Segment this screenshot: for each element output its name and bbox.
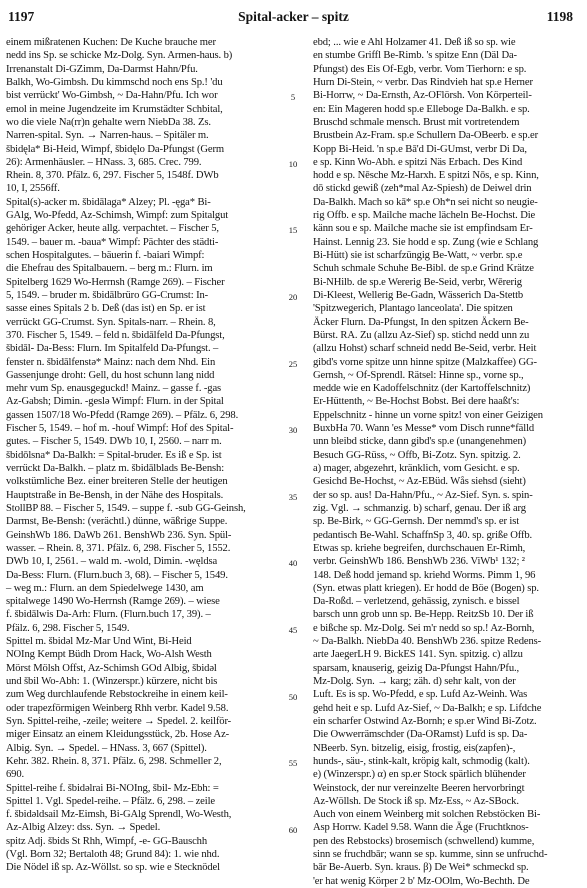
text-line: emol in meine Jugendzeite im Krumstädter Schbital, — [6, 103, 223, 115]
text-line: 1549. – bauer m. -baua* Wimpf: Pächter des städti- — [6, 236, 219, 248]
text-line: StollBP 88. – Fischer 5, 1549. – suppe f. -sub GG-Geinsh, — [6, 502, 246, 514]
text-line: šbidōlsna* Da-Balkh: = Spital-bruder. Es iß e Sp. ist — [6, 449, 222, 461]
text-line: Äcker Flurn. Da-Pfungst, In den spitzen Äckern Be- — [313, 316, 529, 328]
text-line: Mz-Dolg. Syn. → karg; zäh. d) sehr kalt, von der — [313, 676, 516, 687]
text-line: dō stickd gewiß (zeh*mal Az-Spiesh) de Deiwel drin — [313, 183, 532, 195]
text-line: oder trapezförmigen Weinberg Rhh verbr. Kadel 9.58. — [6, 702, 229, 714]
right-column — [313, 36, 581, 888]
text-line: ebd; ... wie e Ahl Holzamer 41. Deß iß so sp. wie — [313, 37, 516, 48]
text-line: sasse eines Spitals 2 b. Deß (das ist) en Sp. er ist — [6, 303, 206, 315]
line-number: 30 — [288, 425, 298, 436]
text-line: der so sp. aus! Da-Hahn/Pfu., ~ Az-Sief. Syn. s. spin- — [313, 489, 533, 501]
text-line: sinn se fruchdbār; wann se sp. kumme, sinn se unfruchd- — [313, 849, 548, 861]
text-line: nedd ins Sp. se schicke Mz-Dolg. Syn. Armen-haus. b) — [6, 50, 233, 62]
text-line: bist verrückt' Wo-Gimbsh, ~ Da-Hahn/Pfu. Ich wor — [6, 90, 218, 102]
text-line: Spittel 1. Vgl. Spedel-reihe. – Pfälz. 6, 298. – zeile — [6, 795, 215, 807]
page-number-left: 1197 — [8, 9, 35, 24]
text-line: hunds-, säu-, stink-kalt, kröpig kalt, schmodig (kalt). — [313, 755, 530, 767]
text-line: (Vgl. Born 32; Bertaloth 48; Grund 84): 1. wie nhd. — [6, 849, 220, 861]
text-line: e bißche sp. Mz-Dolg. Sei m'r nedd so sp.! Az-Bornh, — [313, 622, 535, 634]
text-line: Pfälz. 6, 298. Fischer 5, 1549. — [6, 622, 130, 634]
text-line: Etwas sp. kriehe begreifen, durchschauen Er-Rimh, — [313, 542, 526, 554]
text-line: spitz Adj. šbids St Rhh, Wimpf, -e- GG-Bauschh — [6, 835, 208, 847]
text-line: GeinshWb 186. DaWb 261. BenshWb 236. Syn. Spül- — [6, 529, 232, 541]
text-line: einem mißratenen Kuchen: De Kuche brauche mer — [6, 37, 216, 48]
text-line: gehd heit e sp. Lufd Az-Sief, ~ Da-Balkh; e sp. Lifdche — [313, 702, 542, 714]
text-line: Az-Albig Alzey: dss. Syn. → Spedel. — [6, 822, 161, 834]
text-line: 'er hat wenig Körper 2 b' Mz-OOlm, Wo-Bechth. De — [313, 875, 530, 887]
text-line: Az-Gabsh; Dimin. -geslə Wimpf: Flurn. in der Spital — [6, 396, 224, 408]
text-line: gibd's vorne spitze unn hinne spitze (Malzkaffee) GG- — [313, 356, 537, 368]
text-line: pen des Rebstocks) brosemisch (schwellend) kumme, — [313, 835, 535, 847]
text-line: Bi-Hütt) sie ist scharfzüngig Be-Watt, ~ verbr. sp.e — [313, 250, 523, 261]
line-number: 20 — [288, 292, 298, 303]
text-line: Da-Roßd. – verletzend, gehässig, zynisch. e bissel — [313, 596, 520, 608]
text-line: bār Be-Auerb. Syn. kraus. β) De Wei* schmeckd sp. — [313, 862, 529, 874]
text-line: 5, 1549. – bruder m. šbidālbrüro GG-Crumst: In- — [6, 289, 209, 301]
text-line: Da-Balkh. Mach so kā* sp.e Oh*n sei nicht so neugie- — [313, 196, 538, 208]
text-line: volkstümliche Bez. einer breiteren Stelle der heutigen — [6, 476, 228, 488]
text-line: Bruschd schmale mensch. Brust mit vortretendem — [313, 116, 520, 128]
text-line: ein scharfer Ostwind Az-Bornh; e sp.er Wind Bi-Zotz. — [313, 715, 537, 727]
text-line: Hauptstraße in Be-Bensh, in der Nähe des Hospitals. — [6, 489, 224, 501]
text-line: f. šbidəldsail Mz-Eimsh, Bi-GAlg Sprendl, Wo-Westh, — [6, 809, 232, 821]
text-line: 'Spitzwegerich, Plantago lanceolata'. Die spitzen — [313, 303, 513, 315]
text-line: arte JaegerLH 9. BickES 141. Syn. spitzig. c) allzu — [313, 649, 523, 661]
text-line: GAlg, Wo-Pfedd, Az-Schimsh, Wimpf: zum Spitalgut — [6, 210, 229, 222]
text-line: f. šbidālwis Da-Arh: Flurn. (Flurn.buch 17, 39). – — [6, 609, 211, 621]
text-line: Besuch GG-Rüss, ~ Offb, Bi-Zotz. Syn. spitzig. 2. — [313, 449, 521, 461]
text-line: schen Hospitalgutes. – bäuerin f. -baiari Wimpf: — [6, 250, 205, 261]
line-number: 35 — [288, 491, 298, 502]
text-line: barsch unn grob unn sp. Be-Hepp. ReitzSb 10. Der iß — [313, 609, 534, 621]
text-line: rig Offb. e sp. Mailche mache lächeln Be-Hochst. Die — [313, 210, 536, 222]
text-line: Bi-NHilb. de sp.e Wererig Be-Seid, verbr, Wērerig — [313, 276, 522, 288]
text-line: zig. Vgl. → schmanzig. b) scharf, genau. Der iß arg — [313, 502, 526, 514]
text-line: šbidāl- Da-Bess: Flurn. Im Spitalfeld Da-Pfungst. – — [6, 343, 219, 355]
text-line: Hurn Di-Stein, ~ verbr. Das Rindvieh hat sp.e Herner — [313, 76, 533, 88]
text-line: verrückt Da-Balkh. – platz m. šbidālblads Be-Bensh: — [6, 463, 225, 474]
text-line: šbidęla* Bi-Heid, Wimpf, šbidęlo Da-Pfungst (Germ — [6, 143, 224, 155]
text-line: DWb 10, I, 2561. – wald m. -wold, Dimin. -węldsa — [6, 556, 218, 568]
text-line: gutes. – Fischer 5, 1549. DWb 10, I, 2560. – narr m. — [6, 436, 222, 448]
line-number: 50 — [288, 691, 298, 702]
text-line: Gesichd Be-Hochst, ~ Az-EBüd. Wås siehsd (sieht) — [313, 476, 526, 488]
line-number: 5 — [290, 92, 296, 103]
text-line: (allzu Hohst) scharf schneid nedd Be-Seid, verbr. Heit — [313, 343, 537, 355]
line-number: 10 — [288, 158, 298, 169]
text-line: wasser. – Rhein. 8, 371. Pfälz. 6, 298. Fischer 5, 1552. — [6, 542, 231, 554]
text-line: NBeerb. Syn. bitzelig, eisig, frostig, eis(zapfen)-, — [313, 742, 516, 754]
text-line: – weg m.: Flurn. an dem Spiedelwege 1430, am — [6, 582, 204, 594]
text-line: unn bleibd sticke, dann gibd's sp.e (unangenehmen) — [313, 436, 527, 448]
text-line: 26): Armenhäusler. – HNass. 3, 685. Crec. 799. — [6, 156, 202, 168]
text-line: Schuh schmale Schuhe Be-Bibl. de sp.e Grind Krätze — [313, 263, 534, 275]
text-line: miger Einsatz an einem Kleidungsstück, 2b. Hose Az- — [6, 729, 230, 741]
text-line: pedantisch Be-Wahl. SchaffnSp 3, 40. sp. griße Offb. — [313, 529, 533, 541]
text-line: Da-Bess: Flurn. (Flurn.buch 3, 68). – Fischer 5, 1549. — [6, 569, 228, 581]
text-line: Irrenanstalt Di-GZimm, Da-Darmst Hahn/Pfu. — [6, 63, 198, 75]
line-number: 55 — [288, 758, 298, 769]
text-line: Spitelberg 1629 Wo-Herrnsh (Ramge 269). – Fischer — [6, 276, 225, 288]
text-line: hodd e sp. Nēsche Mz-Harxh. E spitzi Nōs, e sp. Kinn, — [313, 170, 539, 182]
text-line: Eppelschnitz - hinne un vorne spitz! von einer Geizigen — [313, 409, 543, 421]
text-line: und šbil Wo-Abh: 1. (Winzerspr.) kürzere, nicht bis — [6, 676, 218, 687]
text-line: ~ Da-Balkh. NiebDa 40. BenshWb 236. spitze Redens- — [313, 636, 542, 648]
text-line: NOIng Kempt Büdh Drom Hack, Wo-Alsh Westh — [6, 649, 212, 661]
text-line: Die Owwerrämschder (Da-ORamst) Lufd is sp. Da- — [313, 729, 528, 741]
line-number: 45 — [288, 625, 298, 636]
text-line: gassen 1507/18 Wo-Pfedd (Ramge 269). – Pfälz. 6, 298. — [6, 409, 239, 421]
text-line: Mörst Mölsh Offst, Az-Schimsh GOd Albig, šbidəl — [6, 662, 217, 674]
text-line: sp. Be-Birk, ~ GG-Gernsh. Der nemmd's sp. er ist — [313, 516, 520, 528]
text-line: Az-Wöllsh. De Stock iß sp. Mz-Ess, ~ Az-SBock. — [313, 795, 519, 807]
text-line: känn sou e sp. Mailche mache sie ist empfindsam Er- — [313, 223, 533, 235]
text-line: die Ehefrau des Spitalbauern. – berg m.: Flurn. im — [6, 263, 213, 275]
text-line: wo die viele Na(rr)n gehalte wern NiebDa 38. Zs. — [6, 116, 211, 128]
text-line: Bi-Horrw, ~ Da-Ernsth, Az-OFlörsh. Von Körperteil- — [313, 90, 532, 102]
text-line: Kopp Bi-Heid. 'n sp.e Bā'd Di-GUmst, verbr Di Da, — [313, 143, 527, 155]
text-line: 370. Fischer 5, 1549. – feld n. šbidālfeld Da-Pfungst, — [6, 329, 225, 341]
page-header — [0, 9, 587, 27]
running-title: Spital-acker – spitz — [238, 9, 349, 24]
text-line: Balkh, Wo-Gimbsh. Du kimmschd noch ens Sp.! 'du — [6, 76, 223, 88]
text-line: Kehr. 382. Rhein. 8, 371. Pfälz. 6, 298. Schmeller 2, — [6, 755, 222, 767]
text-line: medde wie en Kadoffelschnitz (der Kartoffelschnitz) — [313, 383, 531, 395]
page-number-right: 1198 — [546, 9, 573, 24]
text-line: gehöriger Acker, heute allg. verpachtet. – Fischer 5, — [6, 223, 219, 235]
text-line: Auch von einem Weinberg mit solchen Rebstöcken Bi- — [313, 809, 541, 821]
text-line: Di-Kleest, Wellerig Be-Gadn, Wässerich Da-Stettb — [313, 289, 524, 301]
text-line: Darmst, Be-Bensh: (verächtl.) dünne, wäßrige Suppe. — [6, 516, 228, 528]
left-column — [6, 36, 282, 875]
text-line: spitalwege 1490 Wo-Herrnsh (Ramge 269). – wiese — [6, 596, 220, 608]
text-line: en stumbe Griffl Be-Rimb. 's spitze Enn (Däl Da- — [313, 50, 517, 62]
text-line: e sp. Kinn Wo-Abh. e spitzi Näs Erbach. Des Kind — [313, 156, 523, 168]
line-number: 40 — [288, 558, 298, 569]
text-line: zum Weg durchlaufende Rebstockreihe in einem keil- — [6, 689, 228, 701]
text-line: a) mager, abgezehrt, kränklich, vom Gesicht. e sp. — [313, 463, 520, 474]
text-line: Asp Horrw. Kadel 9.58. Wann die Äge (Fruchtknos- — [313, 822, 529, 834]
text-line: Er-Hüttenth, ~ Be-Hochst Bobst. Bei dere haaßt's: — [313, 396, 520, 408]
text-line: en: Ein Mageren hodd sp.e Elleboge Da-Balkh. e sp. — [313, 103, 530, 115]
text-line: Fischer 5, 1549. – hof m. -houf Wimpf: Hof des Spital- — [6, 423, 234, 435]
line-number: 25 — [288, 358, 298, 369]
text-line: 10, I, 2556ff. — [6, 183, 60, 195]
text-line: BuxbHa 70. Wann 'es Messe* vom Disch runne*fälld — [313, 423, 535, 435]
text-line: Syn. Spittel-reihe, -zeile; weitere → Spedel. 2. keilför- — [6, 715, 232, 727]
text-line: Brustbein Az-Fram. sp.e Schullern Da-OBeerb. e sp.er — [313, 130, 538, 142]
text-line: mehr vum Sp. enausgeguckd! Mainz. – gasse f. -gas — [6, 383, 222, 395]
text-line: fenster n. šbidālfenstə* Mainz: nach dem Nhd. Ein — [6, 356, 216, 368]
text-line: 690. — [6, 769, 25, 781]
line-number: 15 — [288, 225, 298, 236]
text-line: Weinstock, der nur vereinzelte Beeren hervorbringt — [313, 782, 525, 794]
text-line: Spittel-reihe f. šbidəlrai Bi-NOIng, šbil- Mz-Ebh: = — [6, 782, 219, 794]
text-line: verrückt GG-Crumst. Syn. Spitals-narr. – Rhein. 8, — [6, 316, 216, 328]
text-line: Spital(s)-acker m. šbidālaga* Alzey; Pl. -ęga* Bi- — [6, 196, 211, 208]
text-line: Narren-spital. Syn. → Narren-haus. – Spitäler m. — [6, 130, 209, 142]
text-line: Gernsh, ~ Of-Sprendl. Rätsel: Hinne sp., vorne sp., — [313, 369, 524, 381]
text-line: (Syn. etwas platt kriegen). Er hodd de Böe (Bogen) sp. — [313, 582, 539, 594]
line-number: 60 — [288, 824, 298, 835]
text-line: sparsam, knauserig, geizig Da-Pfungst Hahn/Pfu., — [313, 662, 520, 674]
text-line: e) (Winzerspr.) α) en sp.er Stock spärlich blühender — [313, 769, 526, 781]
text-line: Luft. Es is sp. Wo-Pfedd, e sp. Lufd Az-Weinh. Was — [313, 689, 528, 701]
text-line: 148. Deß hodd jemand sp. kriehd Worms. Pimm 1, 96 — [313, 569, 536, 581]
text-line: Die Nödel iß sp. Az-Wöllst. so sp. wie e Stecknödel — [6, 862, 220, 874]
text-line: Hainst. Lennig 23. Sie hodd e sp. Zung (wie e Schlang — [313, 236, 539, 248]
text-line: Rhein. 8, 370. Pfälz. 6, 297. Fischer 5, 1548f. DWb — [6, 170, 219, 182]
text-line: Pfungst) des Eis Of-Egb, verbr. Vom Tierhorn: e sp. — [313, 63, 527, 75]
text-line: verbr. GeinshWb 186. BenshWb 236. ViWb¹ 132; ² — [313, 556, 525, 568]
text-line: Albig. Syn. → Spedel. – HNass. 3, 667 (Spittel). — [6, 742, 207, 754]
text-line: Spittel m. šbidəl Mz-Mar Und Wint, Bi-Heid — [6, 636, 192, 648]
text-line: Gassenjunge droht: Gell, du host schunn lang nidd — [6, 369, 215, 381]
text-line: Bürst. RA. Zu (allzu Az-Sief) sp. stichd nedd unn zu — [313, 329, 530, 341]
